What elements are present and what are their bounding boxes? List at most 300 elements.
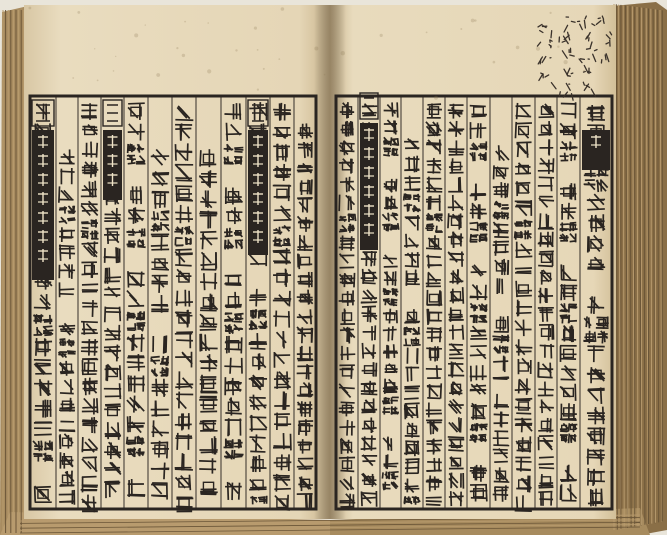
glyph-stroke [363,493,376,494]
glyph-stroke [516,282,517,297]
glyph-stroke [540,468,554,469]
paper-stain [564,60,568,64]
glyph-stroke [341,471,353,472]
glyph-stroke [59,187,60,202]
glyph-stroke [152,305,167,306]
glyph-stroke [342,402,354,403]
glyph-stroke [235,457,242,458]
glyph-stroke [107,335,120,336]
paper-stain [471,19,475,23]
glyph-stroke [60,289,74,290]
glyph-stroke [437,366,438,378]
glyph-stroke [311,180,312,193]
glyph-stroke [540,377,552,378]
glyph [502,336,509,343]
paper-stain [557,46,559,48]
glyph-stroke [495,482,509,483]
glyph-stroke [309,494,310,508]
glyph-stroke [128,338,144,339]
glyph-stroke [139,145,140,152]
paper-stain [184,21,186,23]
paper-stain [77,11,80,14]
glyph-stroke [392,327,393,340]
glyph-stroke [495,377,508,378]
glyph-stroke [39,442,40,451]
paper-stain [257,49,259,51]
glyph-stroke [508,261,509,274]
glyph-stroke [516,407,530,408]
glyph-stroke [362,313,375,314]
glyph-stroke [152,283,167,284]
glyph [383,398,390,404]
glyph-stroke [569,316,570,323]
glyph-stroke [35,487,36,501]
glyph-stroke [450,354,462,355]
glyph-stroke [603,20,604,24]
glyph-stroke [588,457,604,458]
glyph-stroke [407,461,408,473]
glyph [137,437,143,444]
glyph-stroke [392,299,397,300]
glyph-stroke [236,240,242,241]
paper-stain [176,47,178,49]
glyph [91,220,97,227]
glyph-stroke [341,238,354,239]
glyph-stroke [588,209,604,210]
glyph-stroke [60,485,73,486]
glyph-stroke [428,471,441,472]
glyph-stroke [235,152,242,153]
glyph-stroke [392,472,398,473]
glyph-stroke [516,123,517,138]
glyph-stroke [385,300,390,301]
glyph-stroke [236,241,237,248]
glyph-stroke [569,424,570,430]
glyph-stroke [539,296,552,297]
glyph-stroke [132,336,133,350]
glyph-stroke [486,485,487,500]
glyph-stroke [105,331,120,332]
glyph-stroke [504,260,505,274]
glyph-stroke [92,233,93,239]
glyph-stroke [471,307,477,308]
glyph-stroke [598,181,599,192]
glyph-stroke [383,473,384,478]
glyph [68,351,75,354]
glyph-stroke [106,277,120,278]
glyph-stroke [428,104,440,105]
glyph-stroke [494,232,508,233]
glyph-stroke [540,200,553,201]
glyph [494,213,501,220]
glyph-stroke [298,247,312,248]
glyph-stroke [463,326,464,339]
glyph-stroke [450,330,463,331]
glyph-stroke [275,210,289,211]
glyph-stroke [363,270,364,283]
glyph-stroke [176,249,191,250]
glyph-stroke [275,175,290,176]
glyph-stroke [106,481,119,482]
glyph-stroke [105,289,119,290]
glyph-stroke [561,315,567,316]
glyph-stroke [589,455,604,456]
glyph-stroke [551,178,552,191]
glyph-stroke [562,114,575,115]
glyph [525,221,532,227]
glyph-stroke [362,302,377,303]
glyph-stroke [406,468,418,469]
glyph-stroke [250,437,264,438]
paper-stain [586,38,588,40]
glyph-stroke [251,321,252,328]
glyph-stroke [471,235,478,236]
glyph-stroke [518,144,519,156]
glyph-stroke [428,304,441,305]
glyph-stroke [539,266,552,267]
glyph [235,231,242,237]
glyph-stroke [601,388,602,403]
glyph-stroke [250,108,265,109]
glyph-stroke [575,184,576,199]
glyph [391,299,397,305]
glyph-stroke [518,202,531,203]
paper-stain [145,24,146,25]
glyph-stroke [341,507,353,508]
paper-stain [380,34,383,37]
glyph-stroke [299,144,312,145]
glyph-stroke [539,389,553,390]
glyph-stroke [204,274,205,289]
glyph-stroke [540,177,554,178]
glyph-stroke [308,181,309,194]
paper-stain [278,58,280,60]
glyph-stroke [304,236,305,250]
glyph-stroke [405,386,419,387]
glyph-stroke [472,116,485,117]
glyph-stroke [137,323,144,324]
glyph-stroke [152,469,169,470]
paper-stain [207,22,209,24]
glyph-stroke [540,214,541,227]
glyph-stroke [539,134,552,135]
glyph-stroke [540,457,553,458]
glyph-stroke [440,328,441,341]
glyph-stroke [176,129,190,130]
glyph-stroke [228,483,229,499]
glyph-stroke [161,236,162,250]
glyph-stroke [105,347,119,348]
glyph-stroke [133,187,134,202]
glyph-stroke [406,182,420,183]
glyph-stroke [551,31,552,38]
glyph-stroke [162,211,168,212]
glyph-stroke [473,153,474,160]
glyph-stroke [472,418,485,419]
glyph-stroke [235,314,243,315]
glyph-stroke [274,110,290,111]
glyph-stroke [406,459,418,460]
glyph-stroke [396,180,397,191]
glyph-stroke [91,163,92,177]
glyph-stroke [589,200,604,201]
paper-stain [536,47,540,51]
glyph-stroke [493,336,500,337]
glyph-stroke [177,152,192,153]
glyph-stroke [60,436,61,448]
glyph-stroke [354,274,355,287]
glyph-stroke [120,308,121,321]
glyph-stroke [476,405,477,419]
glyph-stroke [471,106,485,107]
glyph-stroke [449,437,464,438]
glyph-stroke [472,335,486,336]
glyph-stroke [44,330,53,331]
glyph-stroke [405,190,419,191]
glyph-stroke [250,300,265,301]
glyph-stroke [227,124,228,140]
paper-stain [426,32,428,34]
glyph [515,222,523,226]
glyph-stroke [581,59,585,60]
glyph-stroke [494,361,507,362]
glyph-stroke [371,252,372,266]
glyph-stroke [83,486,97,487]
glyph-stroke [129,367,145,368]
glyph-stroke [181,124,182,140]
glyph-stroke [517,256,532,257]
glyph-stroke [341,244,352,245]
glyph-stroke [517,123,532,124]
glyph-stroke [304,143,305,157]
glyph-stroke [341,241,354,242]
glyph-stroke [562,104,576,105]
glyph-stroke [256,290,257,306]
glyph-stroke [177,254,192,255]
paper-stain [583,70,585,72]
paper-stain [182,54,185,57]
glyph-stroke [559,92,560,96]
glyph-stroke [527,143,528,157]
glyph-stroke [176,387,190,388]
glyph [561,435,567,442]
glyph-stroke [201,308,216,309]
glyph-stroke [393,213,397,214]
glyph-stroke [340,231,347,232]
glyph-stroke [106,404,120,405]
paper-stain [156,73,160,77]
glyph-stroke [89,182,90,195]
glyph-stroke [164,337,165,353]
glyph-stroke [36,342,51,343]
glyph [34,315,42,323]
glyph-stroke [517,497,518,510]
glyph-stroke [433,440,434,452]
glyph-stroke [450,113,462,114]
paper-stain [460,28,462,30]
glyph-stroke [341,182,353,183]
glyph [502,212,508,218]
glyph-stroke [225,366,242,367]
glyph-stroke [407,368,408,380]
glyph-stroke [568,76,571,77]
glyph-stroke [355,215,356,220]
glyph-stroke [362,448,376,449]
glyph-stroke [228,420,229,436]
glyph-stroke [167,442,168,457]
glyph-stroke [602,333,603,342]
glyph-stroke [286,270,287,287]
glyph-stroke [427,224,432,225]
glyph-stroke [83,420,96,421]
glyph [68,218,75,220]
glyph-stroke [434,459,435,471]
glyph-stroke [83,284,98,285]
glyph-stroke [449,450,463,451]
glyph-stroke [60,410,74,411]
glyph-stroke [390,310,391,323]
glyph-stroke [368,308,369,321]
glyph-stroke [275,489,290,490]
glyph-stroke [61,253,74,254]
glyph-stroke [93,301,94,316]
glyph-stroke [83,190,97,191]
glyph-stroke [141,272,142,286]
paper-stain [254,27,257,30]
glyph-stroke [461,419,462,432]
glyph-stroke [363,498,376,499]
glyph-stroke [60,221,65,222]
glyph-stroke [60,431,74,432]
glyph-stroke [106,339,120,340]
paper-stain [434,96,438,100]
glyph-stroke [36,487,50,488]
glyph-stroke [276,311,277,325]
glyph-stroke [405,405,406,418]
glyph-stroke [274,230,280,231]
glyph-stroke [418,441,419,454]
paper-stain [207,69,211,73]
paper-stain [493,61,496,64]
glyph [479,304,486,311]
glyph-stroke [561,419,576,420]
glyph-stroke [398,139,399,145]
glyph-stroke [371,436,372,450]
glyph-stroke [517,413,530,414]
paper-stain [97,80,99,82]
glyph [449,308,463,321]
paper-stain [263,68,265,70]
glyph-stroke [475,184,476,200]
glyph-stroke [340,458,355,459]
glyph-stroke [83,477,96,478]
glyph-stroke [61,294,73,295]
glyph-stroke [605,55,606,60]
glyph-stroke [517,451,530,452]
paper-stain [94,48,95,49]
glyph-stroke [428,328,440,329]
glyph-stroke [405,205,412,206]
glyph-stroke [61,329,74,330]
glyph-stroke [428,398,439,399]
glyph-stroke [392,155,397,156]
glyph-stroke [83,303,96,304]
glyph-stroke [539,464,553,465]
glyph-stroke [152,269,168,270]
glyph-stroke [459,418,460,431]
glyph-stroke [481,223,486,224]
glyph [404,194,411,199]
glyph-stroke [138,247,145,248]
glyph-stroke [517,470,530,471]
glyph-stroke [427,509,442,510]
glyph-stroke [427,257,440,258]
glyph-stroke [44,326,51,327]
glyph-stroke [393,273,394,285]
paper-stain [568,42,569,43]
glyph-stroke [97,144,98,157]
glyph-stroke [363,344,364,358]
glyph [494,377,509,379]
glyph-stroke [568,204,569,219]
glyph-stroke [227,307,241,308]
glyph [501,347,507,353]
glyph-stroke [274,232,281,233]
glyph-stroke [517,296,531,297]
glyph-stroke [405,329,411,330]
glyph [60,399,74,411]
glyph-stroke [141,335,142,351]
glyph-stroke [427,504,440,505]
glyph-stroke [387,272,388,284]
glyph-stroke [206,191,207,206]
glyph-stroke [69,219,73,220]
glyph-stroke [298,359,312,360]
paper-stain [29,7,32,10]
glyph-stroke [201,282,216,283]
glyph-stroke [542,400,543,412]
glyph-stroke [470,439,476,440]
glyph [340,217,346,221]
glyph-stroke [587,49,591,50]
glyph [137,323,144,331]
glyph-stroke [477,124,478,137]
glyph-stroke [570,485,571,500]
glyph-stroke [201,212,217,213]
glyph-stroke [553,159,554,172]
glyph-stroke [571,241,576,242]
glyph-stroke [275,114,290,115]
glyph-stroke [251,348,265,349]
glyph-stroke [406,339,407,344]
glyph-stroke [427,501,441,502]
glyph-stroke [471,128,486,129]
glyph-stroke [129,103,144,104]
paper-stain [314,47,318,51]
glyph-stroke [274,446,289,447]
glyph-stroke [495,462,507,463]
glyph-stroke [176,302,192,303]
glyph-stroke [116,248,117,262]
glyph-stroke [470,223,477,224]
glyph-stroke [225,149,232,150]
glyph [479,234,486,241]
glyph-stroke [392,103,393,115]
glyph-stroke [182,454,183,470]
glyph-stroke [517,271,530,272]
glyph-stroke [516,116,530,117]
glyph-stroke [201,492,217,493]
